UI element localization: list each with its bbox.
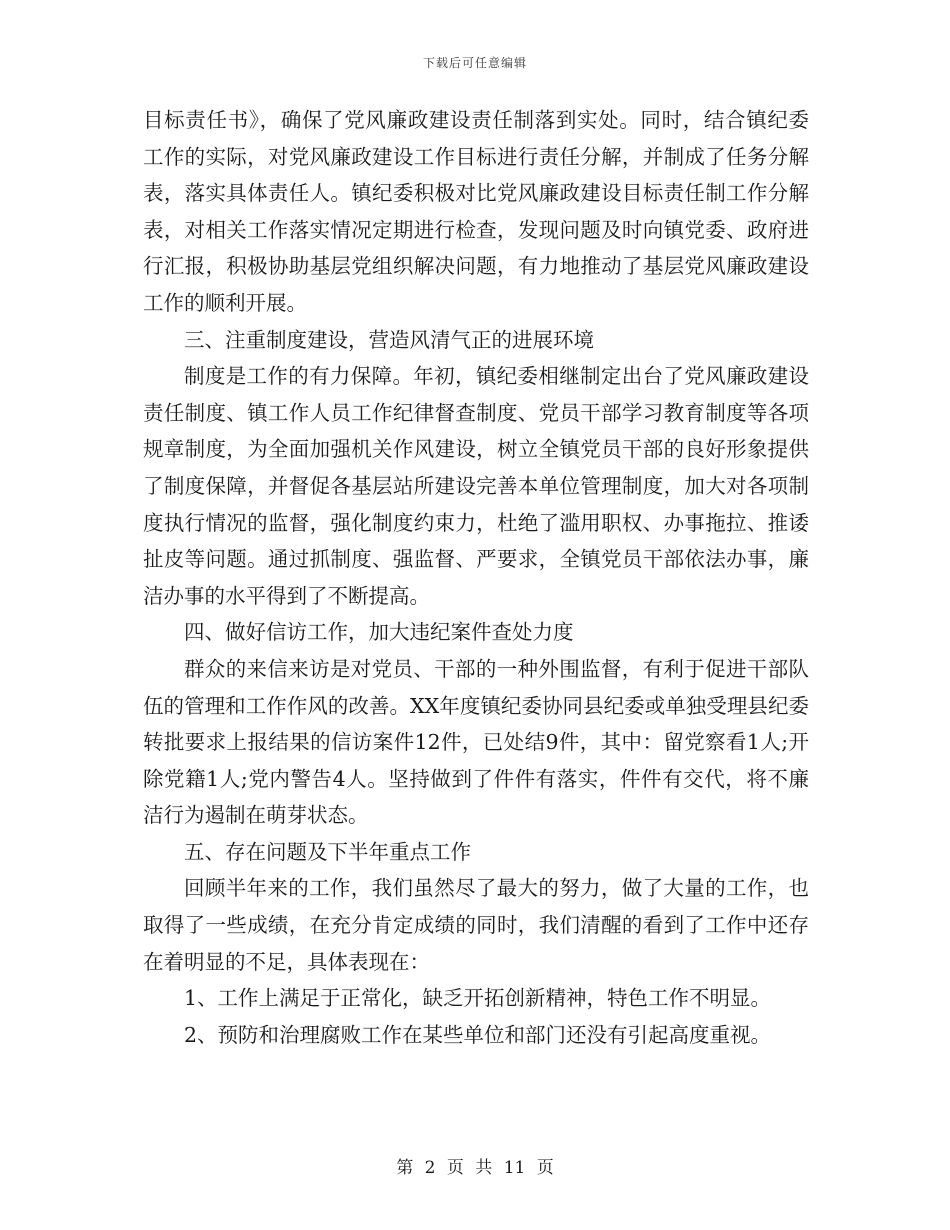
list-item-2: 2、预防和治理腐败工作在某些单位和部门还没有引起高度重视。 [184, 1022, 772, 1047]
download-edit-note: 下载后可任意编辑 [422, 56, 527, 70]
page-number: 第 2 页 共 11 页 [396, 1158, 554, 1178]
section-heading-4: 四、做好信访工作，加大违纪案件查处力度 [184, 620, 574, 645]
paragraph-system-building: 制度是工作的有力保障。年初，镇纪委相继制定出台了党风廉政建设责任制度、镇工作人员工作纪律督查制度、党员干部学习教育制度等各项规章制度，为全面加强机关作风建设，树立全镇党员干部的良好形象提供了制度保障，并督促各基层站所建设完善本单位管理制度，加大对各项制度执行情况的监督，强化制度约束力，杜绝了滥用职权、办事拖拉、推诿扯皮等问题。通过抓制度、强监督、严要求，全镇党员干部依法办事，廉洁办事的水平得到了不断提高。 [143, 364, 809, 608]
paragraph-review: 回顾半年来的工作，我们虽然尽了最大的努力，做了大量的工作，也取得了一些成绩，在充分肯定成绩的同时，我们清醒的看到了工作中还存在着明显的不足，具体表现在： [143, 876, 809, 974]
section-heading-5: 五、存在问题及下半年重点工作 [184, 839, 471, 864]
paragraph-responsibility: 目标责任书》，确保了党风廉政建设责任制落到实处。同时，结合镇纪委工作的实际，对党风廉政建设工作目标进行责任分解，并制成了任务分解表，落实具体责任人。镇纪委积极对比党风廉政建设目标责任制工作分解表，对相关工作落实情况定期进行检查，发现问题及时向镇党委、政府进行汇报，积极协助基层党组织解决问题，有力地推动了基层党风廉政建设工作的顺利开展。 [143, 108, 809, 315]
document-body [143, 102, 809, 1053]
list-item-1: 1、工作上满足于正常化，缺乏开拓创新精神，特色工作不明显。 [184, 986, 772, 1011]
section-heading-3: 三、注重制度建设，营造风清气正的进展环境 [184, 327, 594, 352]
paragraph-petitions: 群众的来信来访是对党员、干部的一种外围监督，有利于促进干部队伍的管理和工作作风的改善。XX年度镇纪委协同县纪委或单独受理县纪委转批要求上报结果的信访案件12件，已处结9件，其中：留党察看1人;开除党籍1人;党内警告4人。坚持做到了件件有落实，件件有交代，将不廉洁行为遏制在萌芽状态。 [143, 656, 809, 828]
